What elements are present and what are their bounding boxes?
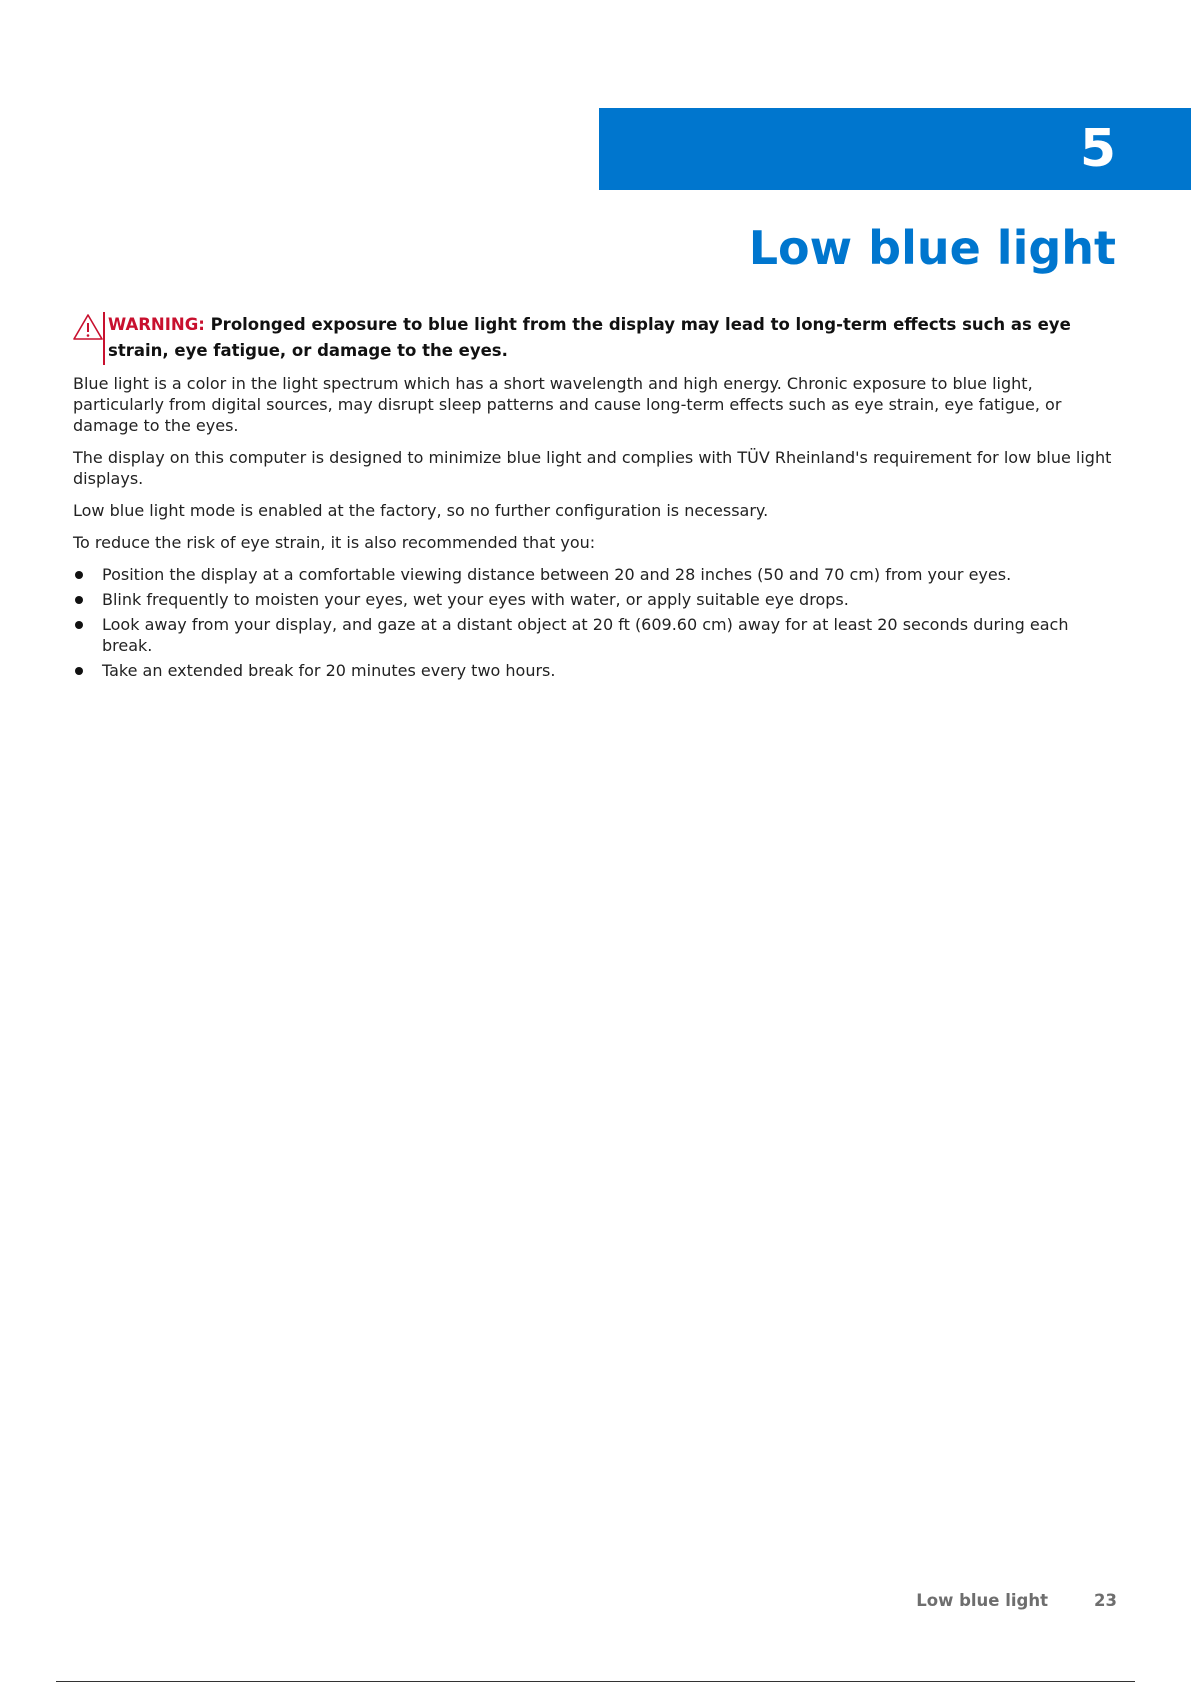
list-item-text: Position the display at a comfortable viewing distance between 20 and 28 inches (50 and 70 cm) from your eyes. — [102, 565, 1012, 584]
paragraph-factory-setting: Low blue light mode is enabled at the factory, so no further configuration is necessary. — [73, 501, 769, 520]
bullet-icon — [75, 571, 83, 579]
list-item-text: Take an extended break for 20 minutes every two hours. — [102, 661, 556, 680]
list-item — [73, 564, 1118, 585]
chapter-number: 5 — [1079, 119, 1116, 179]
list-item — [73, 660, 1118, 681]
bullet-icon — [75, 621, 83, 629]
warning-triangle-icon — [73, 314, 103, 340]
bullet-icon — [75, 596, 83, 604]
footer-divider — [56, 1681, 1135, 1682]
paragraph-display-compliance: The display on this computer is designed to minimize blue light and complies with TÜV Rheinland's requirement for low blue light displays. — [73, 448, 1112, 488]
list-item — [73, 614, 1118, 656]
warning-message: Prolonged exposure to blue light from the display may lead to long-term effects such as eye strain, eye fatigue, or damage to the eyes. — [108, 315, 1071, 360]
warning-label: WARNING: — [108, 315, 205, 334]
warning-text — [108, 312, 1118, 364]
list-item-text: Look away from your display, and gaze at a distant object at 20 ft (609.60 cm) away for at least 20 seconds during each break. — [102, 615, 1069, 655]
paragraph-recommendations-intro: To reduce the risk of eye strain, it is also recommended that you: — [73, 533, 596, 552]
chapter-banner — [599, 108, 1191, 190]
bullet-icon — [75, 667, 83, 675]
paragraph-blue-light-definition: Blue light is a color in the light spectrum which has a short wavelength and high energy. Chronic exposure to blue light, particularly from digital sources, may disrupt sleep patterns and cause long-term effects such as eye strain, eye fatigue, or damage to the eyes. — [73, 374, 1062, 435]
chapter-title: Low blue light — [748, 221, 1116, 275]
list-item — [73, 589, 1118, 610]
footer-page-number: 23 — [1094, 1591, 1117, 1610]
body-content — [73, 373, 1118, 685]
footer-section-title: Low blue light — [916, 1591, 1048, 1610]
warning-rule — [103, 312, 105, 365]
recommendation-list — [73, 564, 1118, 681]
list-item-text: Blink frequently to moisten your eyes, wet your eyes with water, or apply suitable eye drops. — [102, 590, 849, 609]
